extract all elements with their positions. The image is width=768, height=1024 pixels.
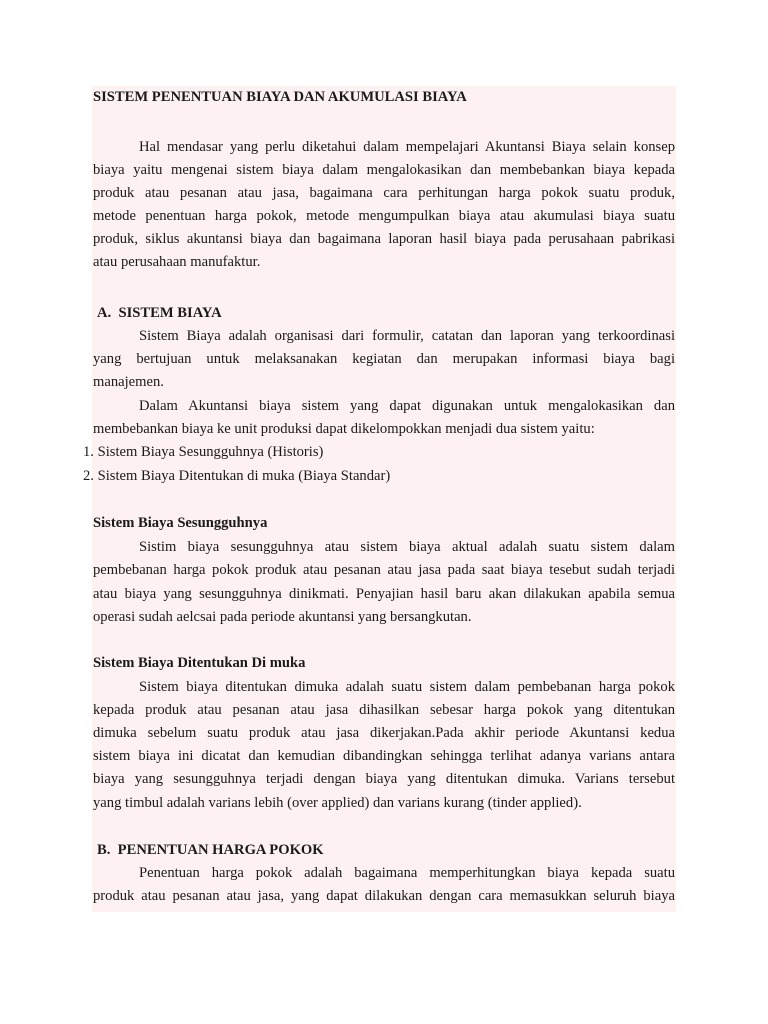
subsection-2-line: sistem biaya ini dicatat dan kemudian dibandingkan sehingga terlihat adanya varians antara [93, 748, 675, 764]
section-b-line: Penentuan harga pokok adalah bagaimana memperhitungkan biaya kepada suatu [139, 865, 675, 881]
subsection-2-line: yang timbul adalah varians lebih (over applied) dan varians kurang (tinder applied). [93, 795, 582, 811]
list-item: 1. Sistem Biaya Sesungguhnya (Historis) [83, 444, 324, 460]
subsection-1-heading: Sistem Biaya Sesungguhnya [93, 515, 268, 531]
intro-line: metode penentuan harga pokok, metode mengumpulkan biaya atau akumulasi biaya suatu [93, 208, 675, 224]
subsection-2-heading: Sistem Biaya Ditentukan Di muka [93, 655, 306, 671]
intro-line: produk atau pesanan atau jasa, bagaimana cara perhitungan harga pokok suatu produk, [93, 185, 675, 201]
subsection-1-line: pembebanan harga pokok produk atau pesanan atau jasa pada saat biaya tesebut sudah terjadi [93, 562, 675, 578]
intro-line: produk, siklus akuntansi biaya dan bagaimana laporan hasil biaya pada perusahaan pabrikasi [93, 231, 675, 247]
subsection-2-line: kepada produk atau pesanan atau jasa dihasilkan sebesar harga pokok yang ditentukan [93, 702, 675, 718]
section-b-heading: B. PENENTUAN HARGA POKOK [97, 842, 324, 858]
section-a-paragraph-line: Dalam Akuntansi biaya sistem yang dapat digunakan untuk mengalokasikan dan [139, 398, 675, 414]
section-a-heading: A. SISTEM BIAYA [97, 305, 222, 321]
section-a-paragraph-line: Sistem Biaya adalah organisasi dari formulir, catatan dan laporan yang terkoordinasi [139, 328, 675, 344]
intro-line: biaya yaitu mengenai sistem biaya dalam mengalokasikan dan membebankan biaya kepada [93, 162, 675, 178]
list-item: 2. Sistem Biaya Ditentukan di muka (Biaya Standar) [83, 468, 391, 484]
section-a-paragraph-line: membebankan biaya ke unit produksi dapat dikelompokkan menjadi dua sistem yaitu: [93, 421, 595, 437]
intro-line: atau perusahaan manufaktur. [93, 254, 261, 270]
section-a-paragraph-line: manajemen. [93, 374, 164, 390]
subsection-1-line: atau biaya yang sesungguhnya dinikmati. Penyajian hasil baru akan dilakukan apabila semua [93, 586, 675, 602]
section-a-paragraph-line: yang bertujuan untuk melaksanakan kegiatan dan merupakan informasi biaya bagi [93, 351, 675, 367]
subsection-2-line: Sistem biaya ditentukan dimuka adalah suatu sistem dalam pembebanan harga pokok [139, 679, 675, 695]
intro-line: Hal mendasar yang perlu diketahui dalam mempelajari Akuntansi Biaya selain konsep [139, 139, 675, 155]
subsection-2-line: dimuka sebelum suatu produk atau jasa dikerjakan.Pada akhir periode Akuntansi kedua [93, 725, 675, 741]
document-title: SISTEM PENENTUAN BIAYA DAN AKUMULASI BIAYA [93, 89, 467, 105]
subsection-1-line: operasi sudah aelcsai pada periode akuntansi yang bersangkutan. [93, 609, 472, 625]
subsection-1-line: Sistim biaya sesungguhnya atau sistem biaya aktual adalah suatu sistem dalam [139, 539, 675, 555]
section-b-line: produk atau pesanan atau jasa, yang dapat dilakukan dengan cara memasukkan seluruh biaya [93, 888, 675, 904]
subsection-2-line: biaya yang sesungguhnya terjadi dengan biaya yang ditentukan dimuka. Varians tersebut [93, 771, 675, 787]
